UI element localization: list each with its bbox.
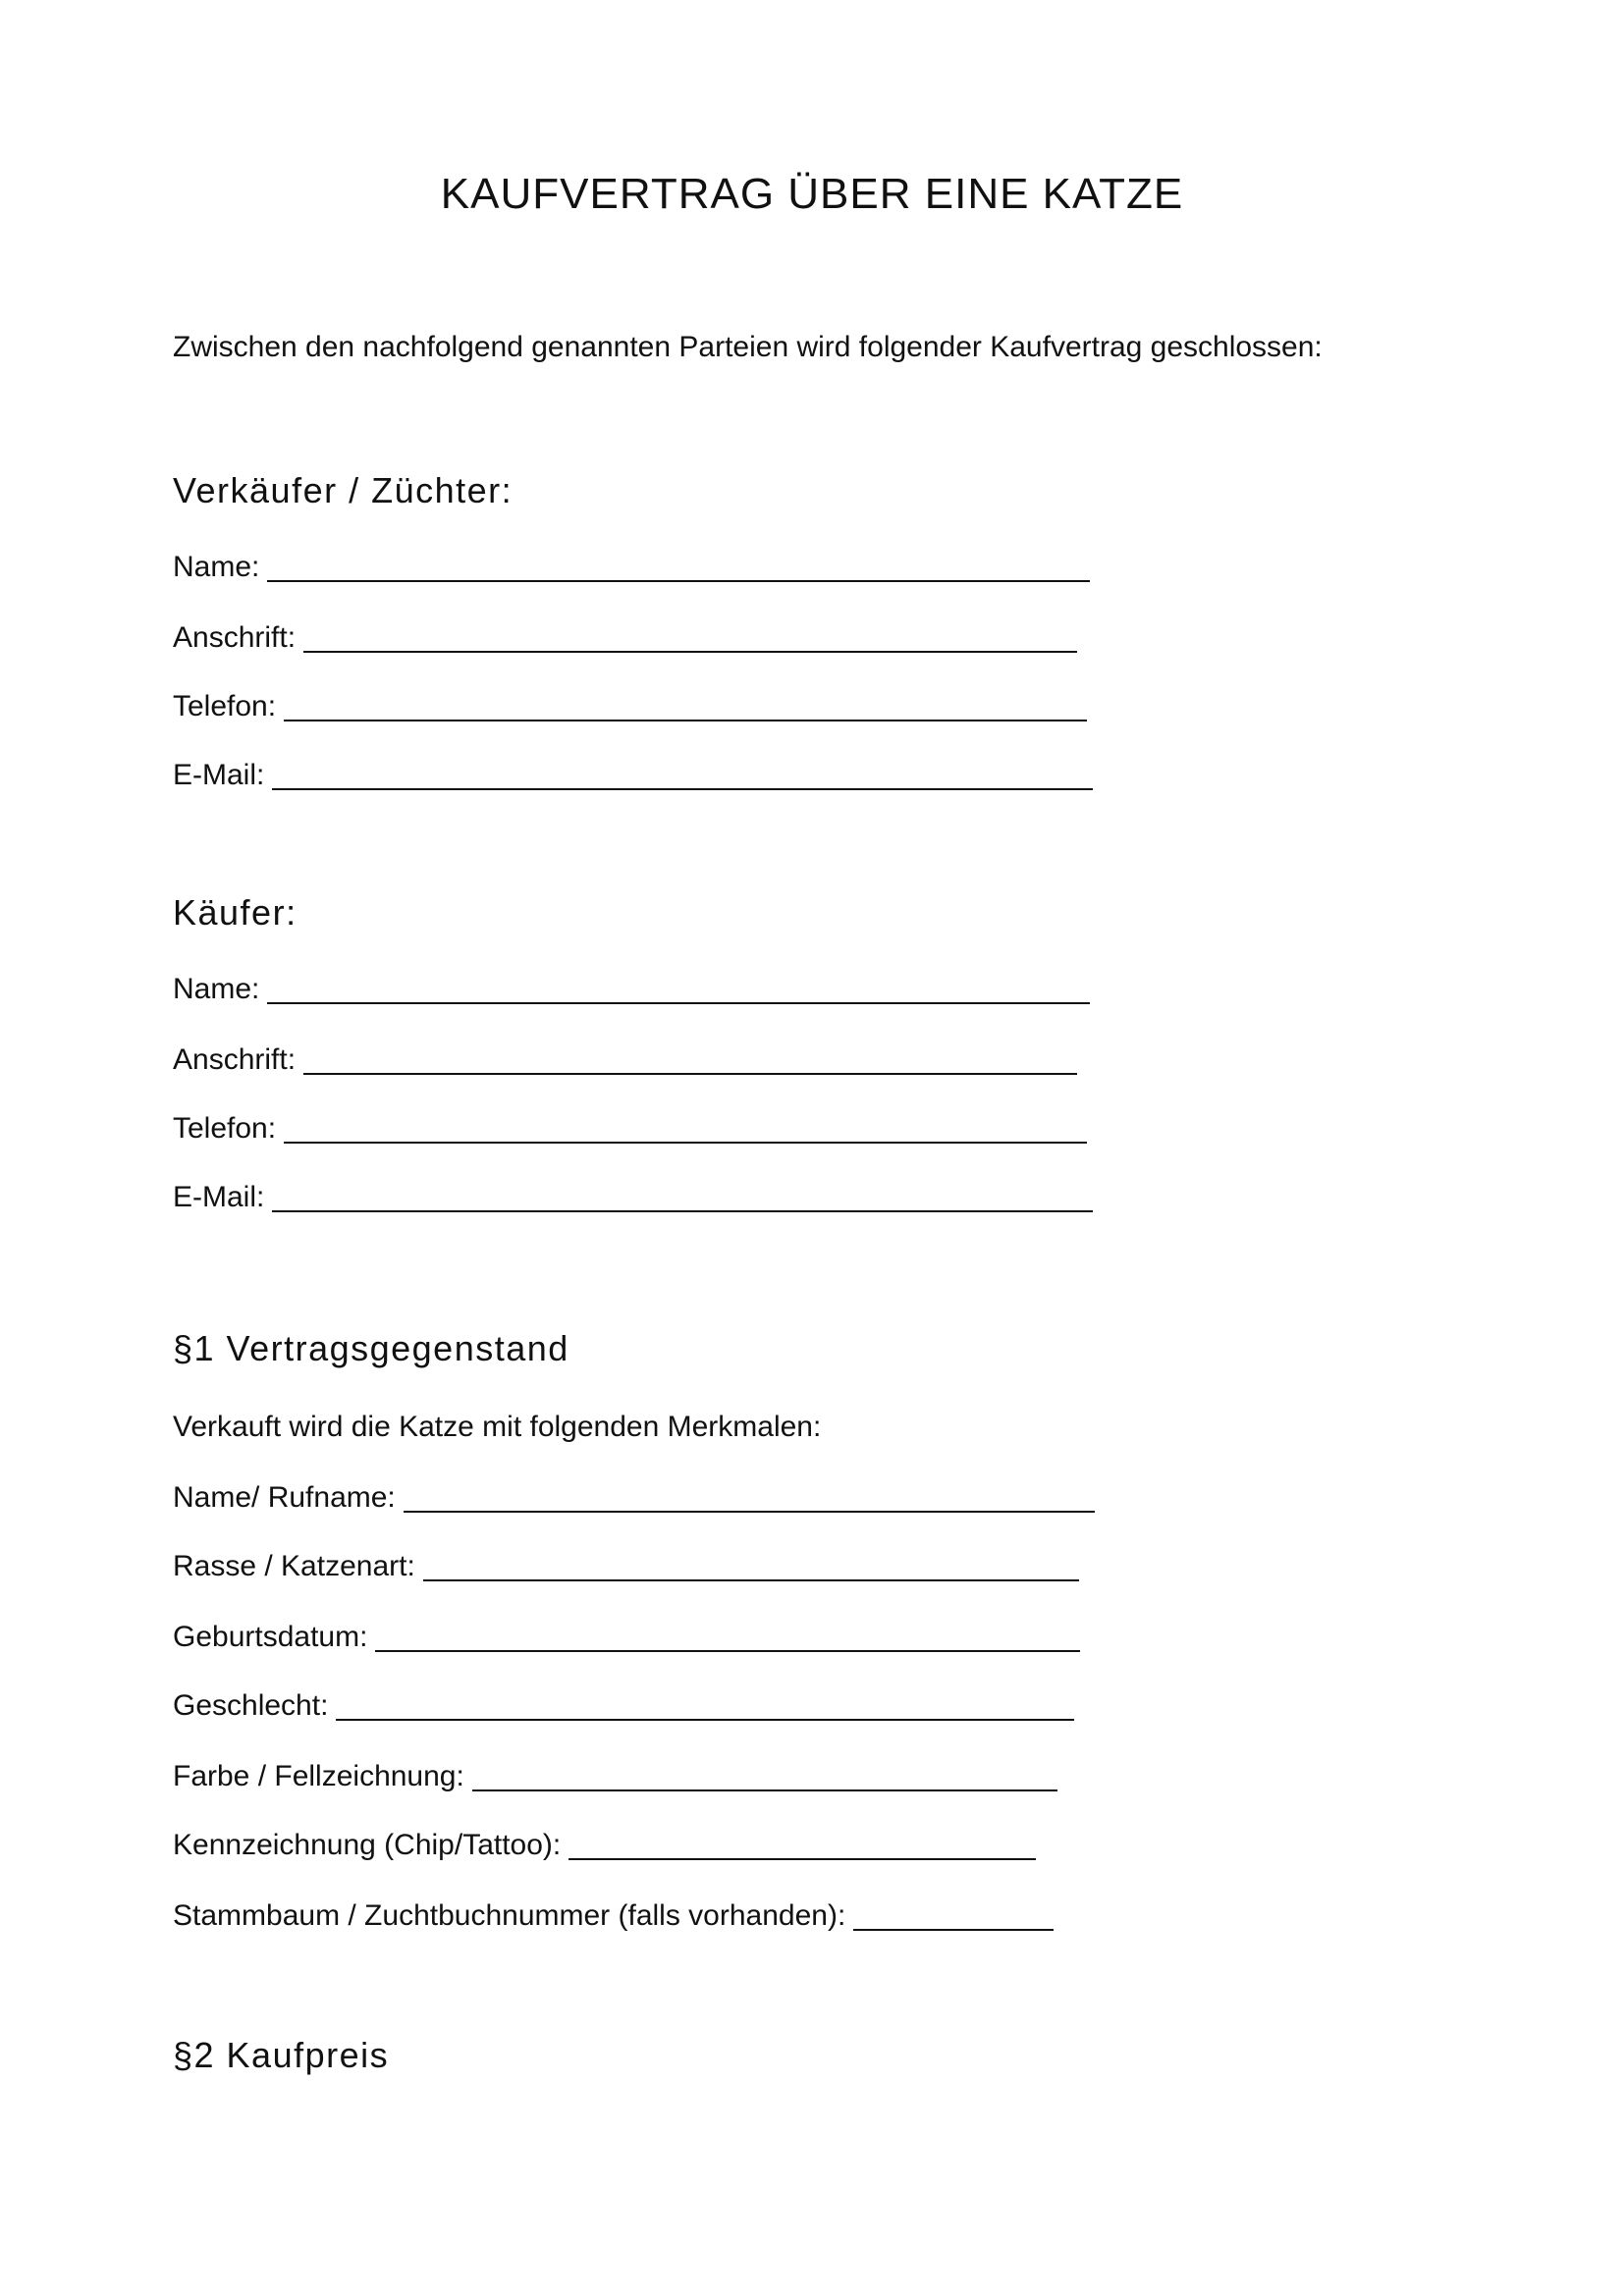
breed-field bbox=[173, 1549, 1079, 1584]
seller-address-input[interactable] bbox=[303, 627, 1077, 653]
breed-input[interactable] bbox=[423, 1556, 1079, 1581]
seller-name-field bbox=[173, 550, 1090, 585]
breed-label: Rasse / Katzenart: bbox=[173, 1550, 415, 1582]
birth-date-field bbox=[173, 1620, 1080, 1655]
document-title: KAUFVERTRAG ÜBER EINE KATZE bbox=[440, 170, 1184, 218]
pedigree-field bbox=[173, 1898, 1054, 1934]
color-field bbox=[173, 1759, 1057, 1794]
seller-phone-input[interactable] bbox=[284, 696, 1087, 721]
seller-address-label: Anschrift: bbox=[173, 621, 297, 654]
seller-email-label: E-Mail: bbox=[173, 759, 265, 791]
cat-name-label: Name/ Rufname: bbox=[173, 1481, 396, 1514]
pedigree-input[interactable] bbox=[853, 1905, 1054, 1931]
section1-heading: §1 Vertragsgegenstand bbox=[173, 1328, 569, 1368]
seller-name-input[interactable] bbox=[267, 557, 1090, 582]
color-label: Farbe / Fellzeichnung: bbox=[173, 1760, 464, 1792]
birth-date-input[interactable] bbox=[375, 1627, 1080, 1652]
buyer-email-input[interactable] bbox=[272, 1187, 1093, 1212]
buyer-phone-label: Telefon: bbox=[173, 1112, 277, 1145]
buyer-email-field bbox=[173, 1180, 1093, 1215]
buyer-name-label: Name: bbox=[173, 973, 260, 1005]
buyer-phone-field bbox=[173, 1111, 1087, 1147]
section2-heading: §2 Kaufpreis bbox=[173, 2035, 390, 2075]
seller-email-field bbox=[173, 758, 1093, 793]
seller-phone-field bbox=[173, 689, 1087, 724]
identification-input[interactable] bbox=[568, 1835, 1036, 1860]
intro-text: Zwischen den nachfolgend genannten Parteien wird folgender Kaufvertrag geschlossen: bbox=[173, 331, 1323, 363]
buyer-name-field bbox=[173, 972, 1090, 1007]
identification-label: Kennzeichnung (Chip/Tattoo): bbox=[173, 1829, 562, 1861]
sex-field bbox=[173, 1688, 1074, 1724]
cat-name-field bbox=[173, 1480, 1095, 1516]
cat-name-input[interactable] bbox=[404, 1487, 1095, 1513]
seller-heading: Verkäufer / Züchter: bbox=[173, 470, 514, 510]
buyer-address-label: Anschrift: bbox=[173, 1043, 297, 1076]
buyer-phone-input[interactable] bbox=[284, 1118, 1087, 1144]
section1-intro: Verkauft wird die Katze mit folgenden Merkmalen: bbox=[173, 1411, 822, 1443]
seller-address-field bbox=[173, 620, 1077, 656]
color-input[interactable] bbox=[472, 1766, 1057, 1791]
buyer-address-field bbox=[173, 1042, 1077, 1078]
seller-email-input[interactable] bbox=[272, 765, 1093, 790]
buyer-name-input[interactable] bbox=[267, 979, 1090, 1004]
seller-phone-label: Telefon: bbox=[173, 690, 277, 722]
sex-label: Geschlecht: bbox=[173, 1689, 329, 1722]
birth-date-label: Geburtsdatum: bbox=[173, 1621, 368, 1653]
buyer-heading: Käufer: bbox=[173, 892, 298, 933]
buyer-address-input[interactable] bbox=[303, 1049, 1077, 1075]
pedigree-label: Stammbaum / Zuchtbuchnummer (falls vorhanden): bbox=[173, 1899, 846, 1932]
buyer-email-label: E-Mail: bbox=[173, 1181, 265, 1213]
sex-input[interactable] bbox=[336, 1695, 1074, 1721]
identification-field bbox=[173, 1828, 1036, 1863]
seller-name-label: Name: bbox=[173, 551, 260, 583]
